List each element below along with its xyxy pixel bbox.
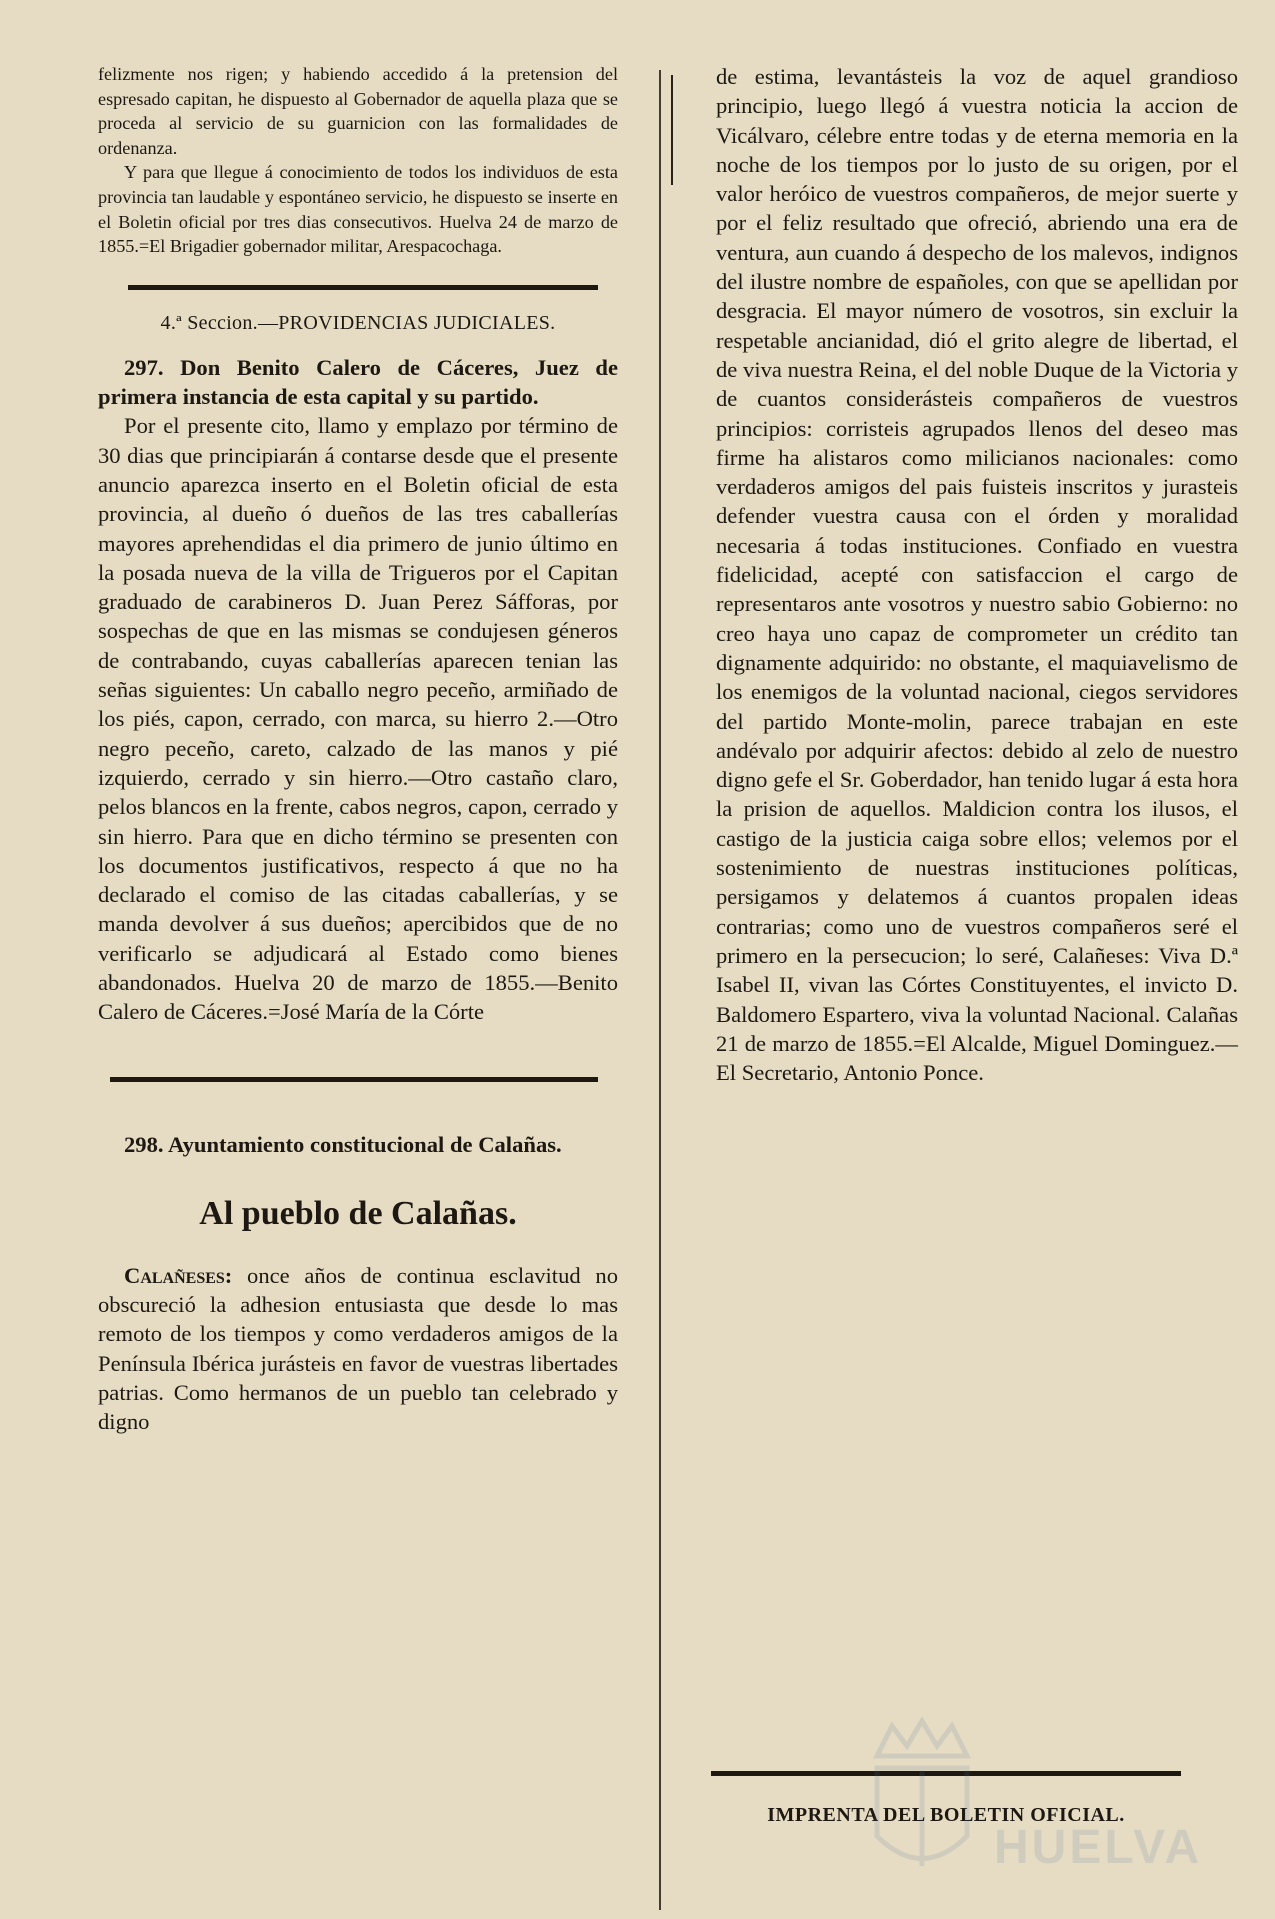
section-heading: 4.ª Seccion.—PROVIDENCIAS JUDICIALES. [160, 311, 556, 334]
column-divider-short [671, 75, 673, 185]
notice-paragraph-2: Y para que llegue á conocimiento de todos los individuos de esta provincia tan laudable y espontáneo servicio, he dispuesto se inserte en el Boletin oficial por tres dias consecutivos. Huelva 24 de marzo de 1855.=El Brigadier gobernador militar, Arespacochaga. [98, 162, 618, 257]
archive-watermark [862, 1716, 1203, 1886]
printer-imprint: IMPRENTA DEL BOLETIN OFICIAL. [767, 1804, 1125, 1826]
proclamation-text: once años de continua esclavitud no obscureció la adhesion entusiasta que desde lo mas remoto de los tiempos y como verdaderos amigos de la Península Ibérica jurásteis en favor de vuestras libertades patrias. Como hermanos de un pueblo tan celebrado y digno [98, 1262, 618, 1435]
item-297-body: Por el presente cito, llamo y emplazo por término de 30 dias que principiarán á contarse desde que el presente anuncio aparezca inserto en el Boletin oficial de esta provincia, al dueño ó dueños de las tres caballerías mayores aprehendidas el dia primero de junio último en la posada nueva de la villa de Trigueros por el Capitan graduado de carabineros D. Juan Perez Sáfforas, por sospechas de que en las mismas se condujesen géneros de contrabando, cuyas caballerías aparecen tenian las señas siguientes: Un caballo negro peceño, armiñado de los piés, capon, cerrado, con marca, su hierro 2.—Otro negro peceño, careto, calzado de las manos y pié izquierdo, cerrado y sin hierro.—Otro castaño claro, pelos blancos en la frente, cabos negros, capon, cerrado y sin hierro. Para que en dicho término se presenten con los documentos justificativos, respecto á que no ha declarado el comiso de las citadas caballerías, y se manda devolver á sus dueños; apercibidos que de no verificarlo se adjudicará al Estado como bienes abandonados. Huelva 20 de marzo de 1855.—Benito Calero de Cáceres.=José María de la Córte [98, 413, 618, 1025]
proclamation-continuation: de estima, levantásteis la voz de aquel grandioso principio, luego llegó á vuestra noticia la accion de Vicálvaro, célebre entre todas y de eterna memoria en la noche de los tiempos por lo justo de su origen, por el valor heróico de vuestros compañeros, de mejor suerte y por el feliz resultado que ofreció, abriendo una era de ventura, aun cuando á despecho de los malevos, indignos del ilustre nombre de españoles, con que se apellidan por desgracia. El mayor número de vosotros, sin excluir la respetable ancianidad, dió el grito alegre de libertad, el de viva nuestra Reina, el del noble Duque de la Victoria y de cuantos considerásteis compañeros de vuestros principios: corristeis agrupados llenos del deseo mas firme ha alistaros como milicianos nacionales: como verdaderos amigos del pais fuisteis inscritos y jurasteis defender vuestra causa con el órden y moralidad necesaria á todas instituciones. Confiado en vuestra fidelicidad, acepté con satisfaccion el cargo de representaros ante vosotros y nuestro sabio Gobierno: no creo haya uno capaz de comprometer un crédito tan dignamente adquirido: no obstante, el maquiavelismo de los enemigos de la voluntad nacional, ciegos servidores del partido Monte-molin, parece trabajan en este andévalo por adquirir afectos: debido al zelo de nuestro digno gefe el Sr. Goberdador, han tenido lugar á esta hora la prision de aquellos. Maldicion contra los ilusos, el castigo de la justicia caiga sobre ellos; velemos por el sostenimiento de nuestras instituciones políticas, persigamos y delatemos á cuantos propalen ideas contrarias; como uno de vuestros compañeros seré el primero en la persecucion; lo seré, Calañeses: Viva D.ª Isabel II, vivan las Córtes Constituyentes, el invicto D. Baldomero Espartero, viva la voluntad Nacional. Calañas 21 de marzo de 1855.=El Alcalde, Miguel Dominguez.—El Secretario, Antonio Ponce. [716, 64, 1238, 1086]
proclamation-body [98, 1261, 618, 1437]
crown-shield-icon [862, 1716, 982, 1886]
left-column [98, 62, 618, 1437]
proclamation-title: Al pueblo de Calañas. [199, 1194, 517, 1232]
watermark-text: HUELVA [994, 1821, 1203, 1874]
column-divider [659, 70, 661, 1910]
item-297-heading: 297. Don Benito Calero de Cáceres, Juez de primera instancia de esta capital y su partido. [98, 354, 618, 410]
notice-paragraph-1: felizmente nos rigen; y habiendo accedido á la pretension del espresado capitan, he dispuesto al Gobernador de aquella plaza que se proceda al servicio de su guarnicion con las formalidades de ordenanza. [98, 64, 618, 158]
item-divider [110, 1077, 598, 1082]
right-column [716, 62, 1238, 1087]
section-divider [128, 285, 598, 290]
item-298-heading: 298. Ayuntamiento constitucional de Calañas. [124, 1131, 562, 1157]
proclamation-salutation: Calañeses: [124, 1262, 233, 1288]
